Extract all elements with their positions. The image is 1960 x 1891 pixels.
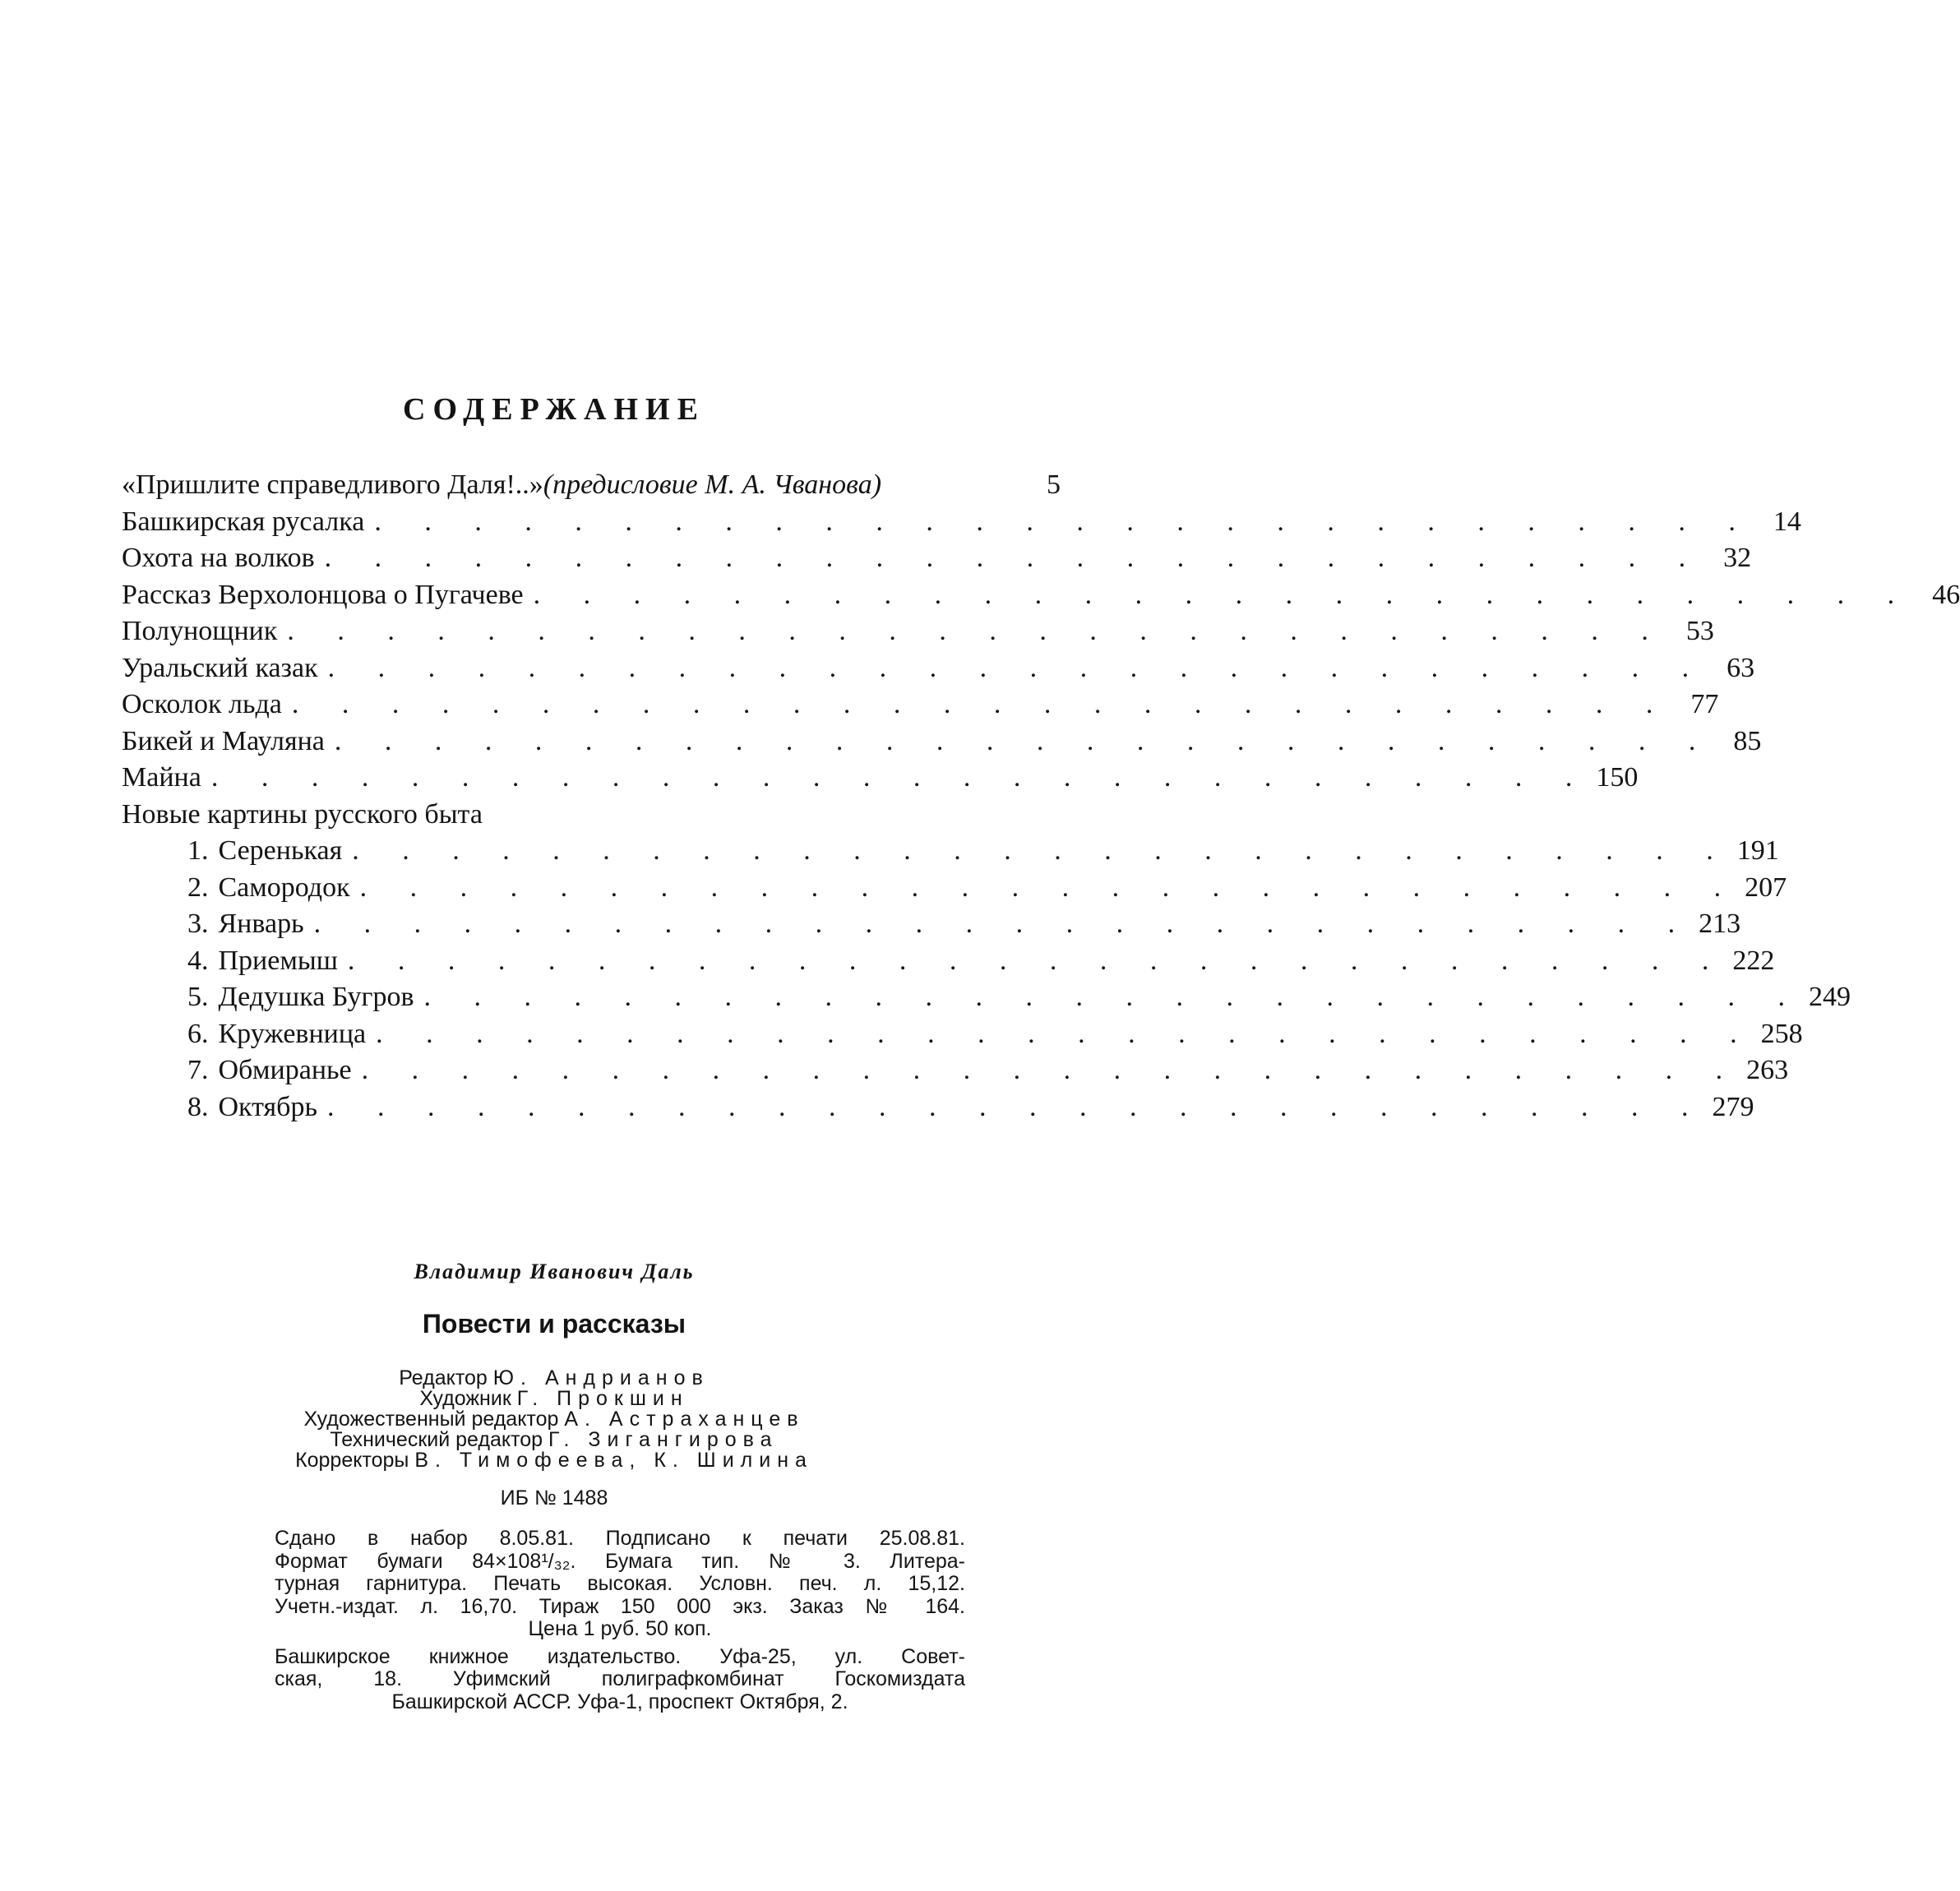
- credit-line: [0, 1430, 1108, 1450]
- toc-subentry: [122, 943, 1775, 980]
- toc-subentry: [122, 1089, 1754, 1126]
- imprint-line: Башкирское книжное издательство. Уфа-25, ул. Совет-: [275, 1644, 965, 1668]
- toc-dot-leader: . . . . . . . . . . . . . . . . . . . . . . . . . . . .: [334, 725, 1714, 756]
- toc-dot-leader: . . . . . . . . . . . . . . . . . . . . . . . . . . . .: [361, 1055, 1741, 1085]
- credit-person: А. Астраханцев: [564, 1408, 805, 1431]
- toc-dot-leader: . . . . . . . . . . . . . . . . . . . . . . . . . . . .: [287, 616, 1666, 646]
- credit-person: В. Тимофеева, К. Шилина: [414, 1449, 813, 1472]
- toc-entry-label-italic: (предисловие М. А. Чванова): [543, 469, 882, 500]
- toc-subentry-number: 8.: [187, 1091, 209, 1122]
- toc-entry: [122, 467, 1061, 504]
- toc-subentry-page: 258: [1760, 1018, 1803, 1049]
- toc-entry-page: 5: [1047, 469, 1061, 500]
- toc-subentry: [122, 833, 1779, 870]
- credit-line: [0, 1389, 1108, 1409]
- toc-subentry-page: 279: [1712, 1091, 1754, 1122]
- toc-subentry: [122, 979, 1851, 1016]
- toc-entry-page: 77: [1690, 689, 1719, 719]
- toc-subentry-page: 213: [1699, 909, 1741, 939]
- toc-subentry-label: Октябрь: [218, 1091, 317, 1122]
- toc-subentry-label: Серенькая: [218, 835, 343, 866]
- toc-dot-leader: . . . . . . . . . . . . . . . . . . . . . . . . . . . .: [347, 945, 1727, 976]
- toc-subentry-number: 1.: [187, 835, 209, 866]
- toc-entry-label: Охота на волков: [122, 543, 315, 573]
- toc-subentry-number: 2.: [187, 872, 209, 903]
- imprint-line: Башкирской АССР. Уфа-1, проспект Октября, 2.: [391, 1690, 848, 1713]
- toc-entry: [122, 687, 1719, 724]
- toc-subentry-label: Приемыш: [218, 945, 338, 976]
- toc-subentry-page: 207: [1745, 872, 1787, 903]
- toc-title: СОДЕРЖАНИЕ: [403, 392, 705, 427]
- book-title: Повести и рассказы: [422, 1309, 686, 1338]
- toc-subentry: [122, 870, 1787, 907]
- credit-person: Ю. Андрианов: [492, 1366, 710, 1389]
- toc-entry-page: 85: [1733, 725, 1762, 756]
- toc-entry-label: Майна: [122, 762, 201, 793]
- toc-entry: [122, 540, 1752, 577]
- toc-subentry: [122, 906, 1741, 943]
- toc-subentry-number: 4.: [187, 945, 209, 976]
- toc-dot-leader: . . . . . . . . . . . . . . . . . . . . . . . . . . . .: [533, 579, 1913, 610]
- toc-entry-page: 32: [1723, 543, 1752, 573]
- toc-subentry-page: 263: [1746, 1055, 1789, 1085]
- toc-dot-leader: . . . . . . . . . . . . . . . . . . . . . . . . . . . .: [376, 1018, 1755, 1049]
- imprint-line: Сдано в набор 8.05.81. Подписано к печати 25.08.81.: [275, 1527, 965, 1550]
- toc-subentry-page: 191: [1736, 835, 1779, 866]
- toc-entry-label: Уральский казак: [122, 652, 318, 683]
- toc-section-heading: [122, 797, 1061, 834]
- credit-line: [0, 1368, 1108, 1389]
- author-name: Владимир Иванович Даль: [414, 1260, 695, 1283]
- imprint-line: турная гарнитура. Печать высокая. Условн. печ. л. 15,12.: [275, 1572, 965, 1595]
- toc-subentry-label: Кружевница: [218, 1018, 367, 1049]
- toc-entry-label: Башкирская русалка: [122, 506, 365, 537]
- credit-person: Г. Прокшин: [516, 1387, 689, 1410]
- credits-block: [0, 1368, 1108, 1471]
- toc-entry-page: 150: [1596, 762, 1639, 793]
- toc-subentry-number: 3.: [187, 909, 209, 939]
- toc-dot-leader: . . . . . . . . . . . . . . . . . . . . . . . . . . . .: [423, 982, 1803, 1012]
- toc-subentry-label: Самородок: [218, 872, 350, 903]
- toc-subentry: [122, 1052, 1789, 1089]
- toc-dot-leader: . . . . . . . . . . . . . . . . . . . . . . . . . . . .: [352, 835, 1731, 866]
- toc-dot-leader: . . . . . . . . . . . . . . . . . . . . . . . . . . . .: [359, 872, 1740, 903]
- toc-subentry-label: Дедушка Бугров: [218, 982, 414, 1012]
- toc-entry-page: 46: [1932, 579, 1960, 610]
- toc-entry: [122, 650, 1755, 687]
- credit-person: Г. Зигангирова: [548, 1428, 779, 1451]
- toc-dot-leader: . . . . . . . . . . . . . . . . . . . . . . . . . . . .: [291, 689, 1671, 719]
- toc-subentry-number: 7.: [187, 1055, 209, 1085]
- toc-entry: [122, 613, 1714, 650]
- credit-role: Редактор: [399, 1366, 488, 1389]
- credit-role: Корректоры: [295, 1449, 409, 1472]
- toc-dot-leader: . . . . . . . . . . . . . . . . . . . . . . . . . . . .: [327, 652, 1708, 683]
- imprint-block: [275, 1528, 965, 1713]
- credit-role: Художественный редактор: [303, 1408, 559, 1431]
- toc-subentry-page: 249: [1809, 982, 1851, 1012]
- imprint-price: Цена 1 руб. 50 коп.: [528, 1617, 712, 1640]
- toc-dot-leader: . . . . . . . . . . . . . . . . . . . . . . . . . . . .: [324, 543, 1704, 573]
- toc-subentry: [122, 1016, 1803, 1053]
- credit-role: Художник: [419, 1387, 511, 1410]
- credit-role: Технический редактор: [330, 1428, 543, 1451]
- toc-dot-leader: . . . . . . . . . . . . . . . . . . . . . . . . . . . .: [313, 909, 1694, 939]
- toc-subentry-page: 222: [1732, 945, 1775, 976]
- toc-subentry-number: 6.: [187, 1018, 209, 1049]
- toc-entry-label: Полунощник: [122, 616, 278, 646]
- credit-line: [0, 1409, 1108, 1430]
- toc-entry: [122, 504, 1801, 541]
- toc-entry: [122, 577, 1960, 614]
- toc-entry-page: 63: [1727, 652, 1755, 683]
- toc-entry-label: «Пришлите справедливого Даля!..»: [122, 469, 543, 500]
- toc-dot-leader: . . . . . . . . . . . . . . . . . . . . . . . . . . . .: [326, 1091, 1707, 1122]
- imprint-line: Учетн.-издат. л. 16,70. Тираж 150 000 экз. Заказ № 164.: [275, 1594, 965, 1618]
- toc-subentry-label: Обмиранье: [218, 1055, 352, 1085]
- ib-number: ИБ № 1488: [500, 1486, 608, 1510]
- toc-entry: [122, 760, 1639, 797]
- toc-dot-leader: . . . . . . . . . . . . . . . . . . . . . . . . . . . .: [374, 506, 1754, 537]
- toc-entry-label: Осколок льда: [122, 689, 282, 719]
- toc-entry-label: Новые картины русского быта: [122, 798, 483, 830]
- imprint-line: Формат бумаги 84×108¹/₃₂. Бумага тип. № 3. Литера-: [275, 1549, 965, 1573]
- toc-entry-label: Рассказ Верхолонцова о Пугачеве: [122, 579, 524, 610]
- toc-entry-page: 53: [1685, 616, 1714, 646]
- toc-entry-label: Бикей и Мауляна: [122, 725, 325, 756]
- table-of-contents: [122, 467, 1960, 1126]
- toc-subentry-number: 5.: [187, 982, 209, 1012]
- toc-entry-page: 14: [1773, 506, 1801, 537]
- credit-line: [0, 1450, 1108, 1471]
- imprint-line: ская, 18. Уфимский полиграфкомбинат Госкомиздата: [275, 1667, 965, 1690]
- toc-dot-leader: . . . . . . . . . . . . . . . . . . . . . . . . . . . .: [210, 762, 1591, 793]
- toc-entry: [122, 724, 1762, 761]
- toc-subentry-label: Январь: [218, 909, 304, 939]
